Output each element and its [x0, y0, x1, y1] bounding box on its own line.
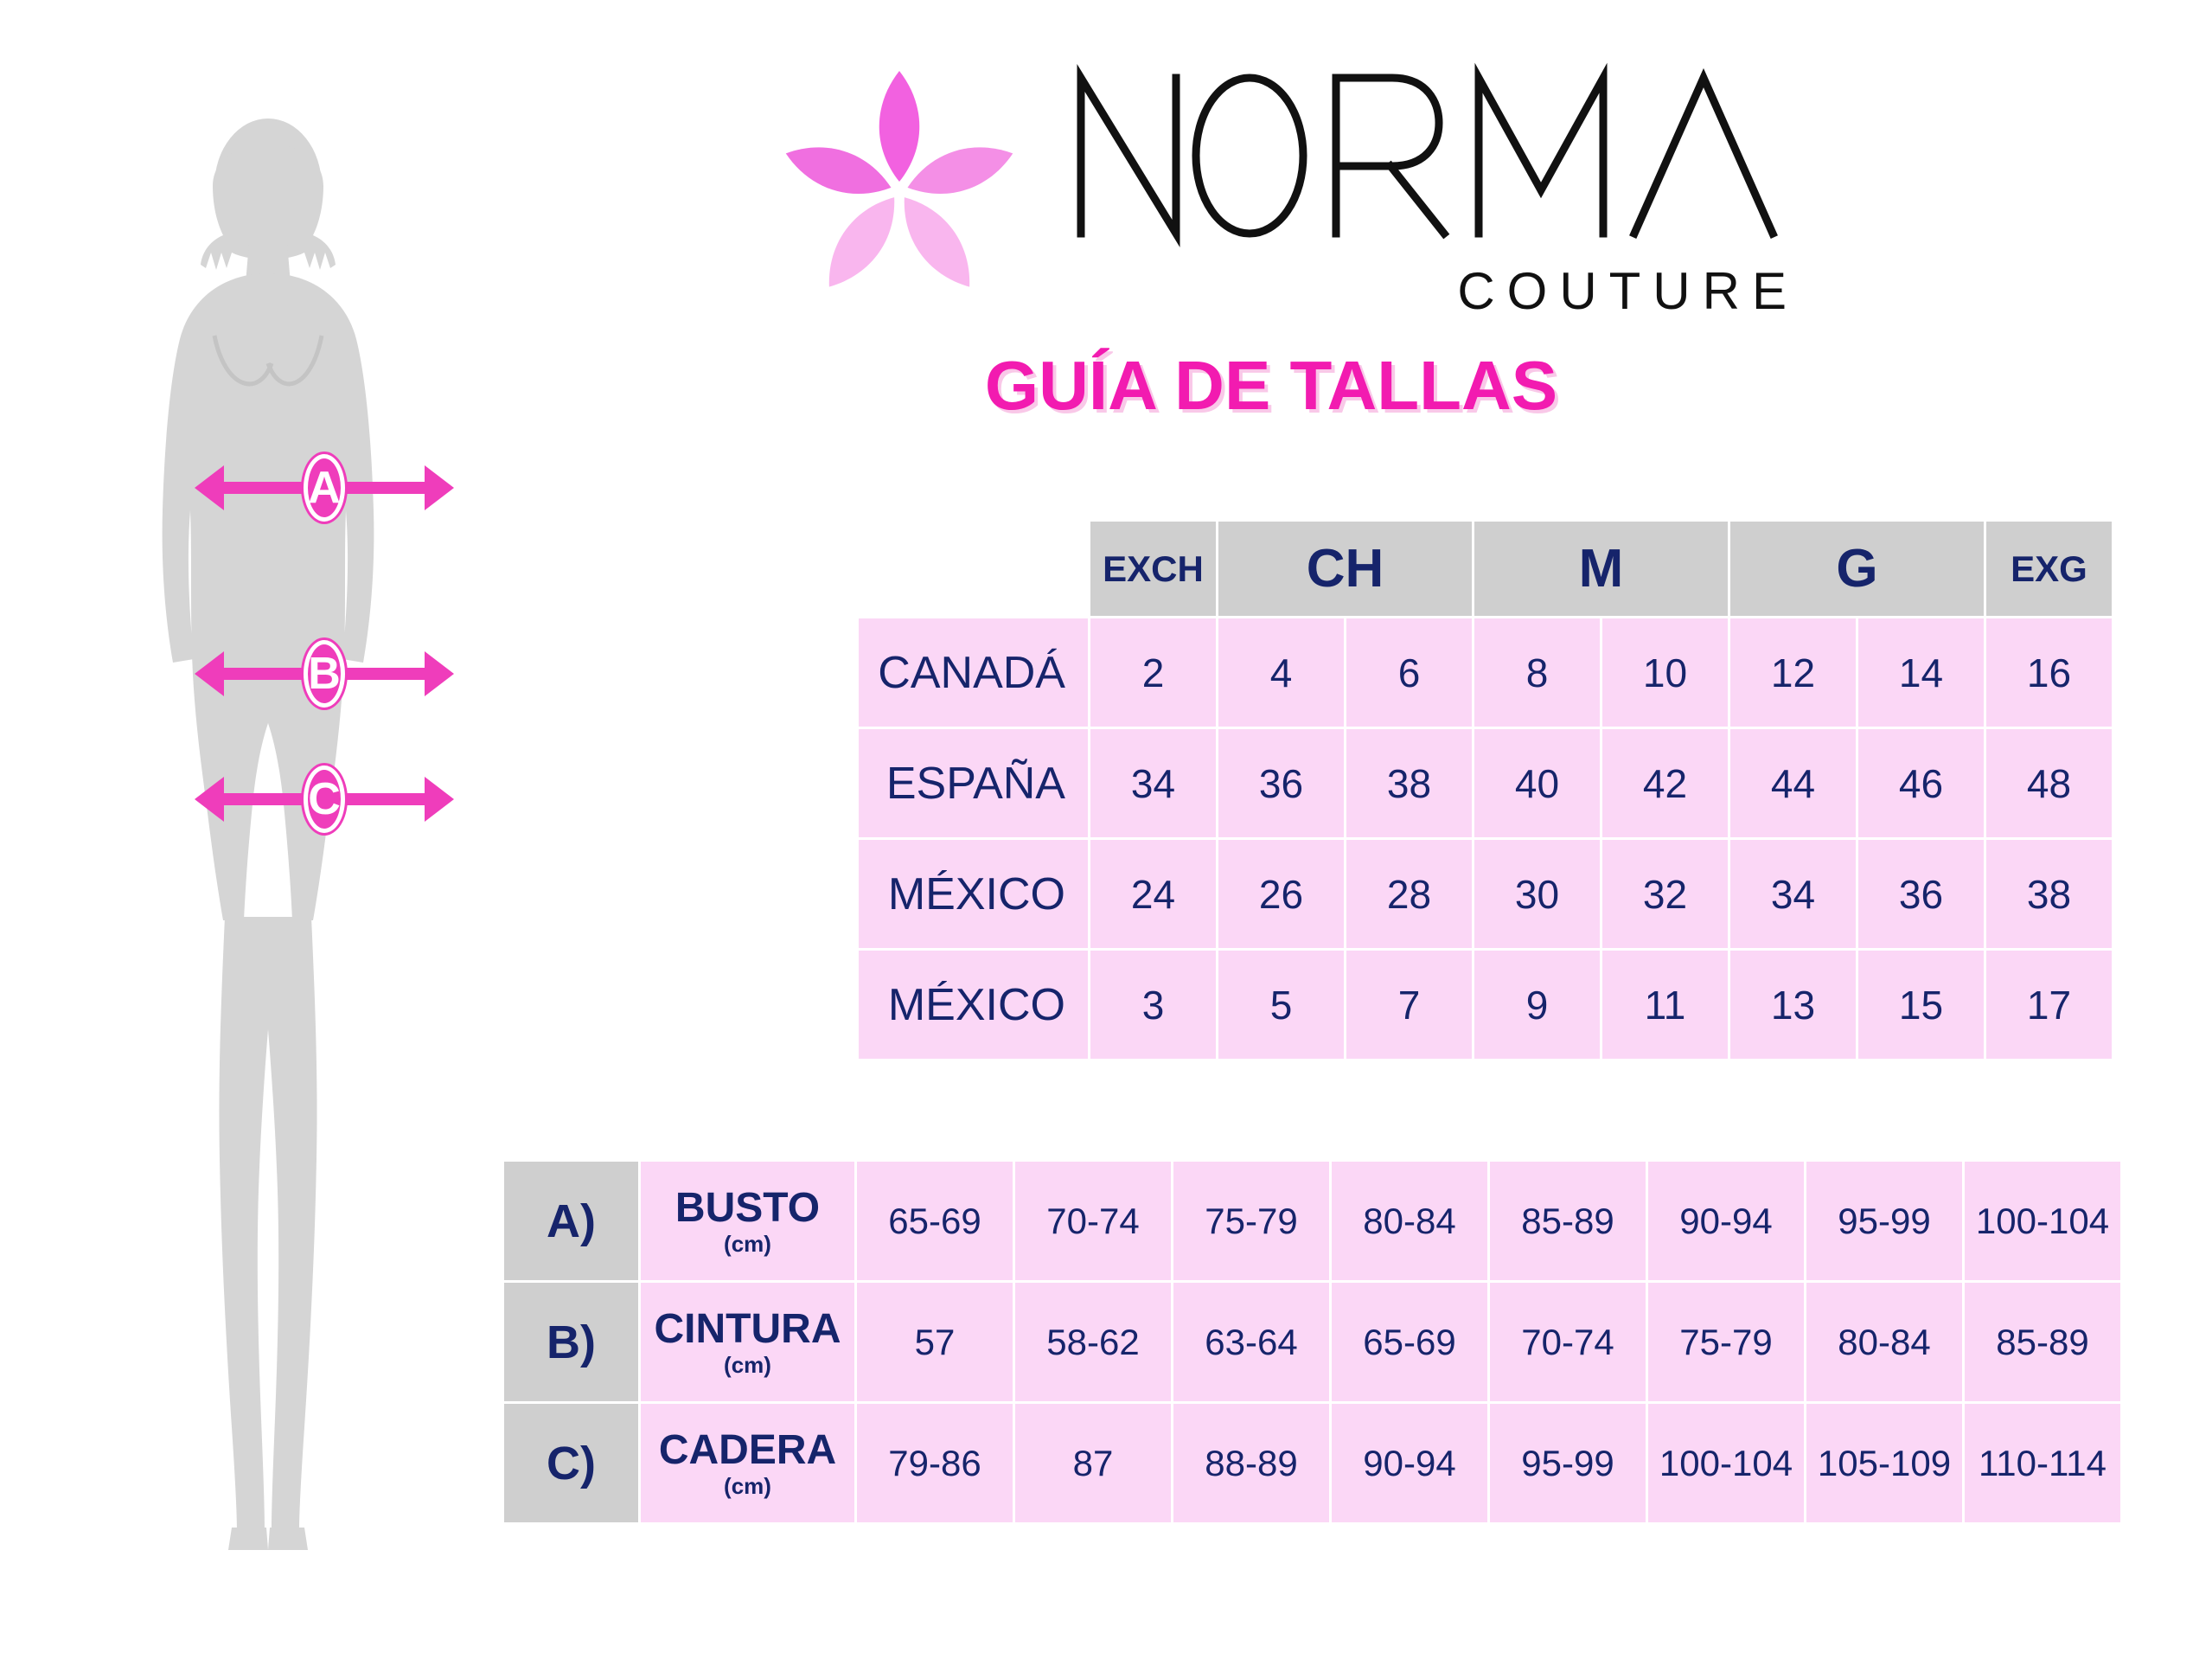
measure-label: BUSTO: [674, 1184, 821, 1231]
measure-unit: (cm): [724, 1472, 771, 1499]
header-spacer: [858, 521, 1090, 618]
cell-cintura-7: 85-89: [1964, 1282, 2122, 1403]
measure-key-a: A): [503, 1161, 640, 1282]
table-row: [503, 1403, 2122, 1524]
waist-measure-marker: [195, 640, 454, 708]
table-row: [858, 728, 2113, 839]
cell-busto-5: 90-94: [1647, 1161, 1806, 1282]
cell-cintura-4: 70-74: [1489, 1282, 1647, 1403]
arrow-line: [345, 668, 425, 680]
table-row: [858, 618, 2113, 728]
measure-badge-a: A: [304, 454, 345, 522]
table-row: [503, 1282, 2122, 1403]
cell-mexico2-2: 7: [1346, 950, 1474, 1060]
body-figure-panel: [0, 0, 536, 1659]
cell-busto-1: 70-74: [1014, 1161, 1173, 1282]
cell-canada-1: 4: [1218, 618, 1346, 728]
cell-cadera-6: 105-109: [1806, 1403, 1964, 1524]
measure-label: CADERA: [658, 1426, 837, 1473]
cell-mexico2-5: 13: [1729, 950, 1857, 1060]
cell-canada-3: 8: [1474, 618, 1601, 728]
measure-badge-b: B: [304, 640, 345, 708]
measure-badge-c: C: [304, 765, 345, 833]
row-label-canada: CANADÁ: [858, 618, 1090, 728]
measure-name-cadera: [640, 1403, 856, 1524]
cell-cadera-3: 90-94: [1331, 1403, 1489, 1524]
cell-cintura-1: 58-62: [1014, 1282, 1173, 1403]
cell-espana-3: 40: [1474, 728, 1601, 839]
cell-espana-4: 42: [1601, 728, 1729, 839]
arrow-right-icon: [425, 465, 454, 510]
cell-cintura-2: 63-64: [1173, 1282, 1331, 1403]
cell-espana-2: 38: [1346, 728, 1474, 839]
brand-wordmark: [1064, 52, 1799, 259]
row-label-mexico-1: MÉXICO: [858, 839, 1090, 950]
cell-cadera-1: 87: [1014, 1403, 1173, 1524]
cell-mexico2-1: 5: [1218, 950, 1346, 1060]
cell-cintura-0: 57: [856, 1282, 1014, 1403]
cell-mexico1-5: 34: [1729, 839, 1857, 950]
cell-cintura-5: 75-79: [1647, 1282, 1806, 1403]
cell-espana-7: 48: [1985, 728, 2113, 839]
arrow-line: [224, 668, 304, 680]
arrow-left-icon: [195, 777, 224, 822]
cell-cadera-4: 95-99: [1489, 1403, 1647, 1524]
cell-mexico2-4: 11: [1601, 950, 1729, 1060]
measure-key-b: B): [503, 1282, 640, 1403]
cell-cintura-3: 65-69: [1331, 1282, 1489, 1403]
arrow-line: [224, 793, 304, 805]
cell-cintura-6: 80-84: [1806, 1282, 1964, 1403]
cell-cadera-7: 110-114: [1964, 1403, 2122, 1524]
cell-canada-6: 14: [1857, 618, 1985, 728]
measure-label: CINTURA: [654, 1305, 841, 1352]
cell-espana-0: 34: [1090, 728, 1218, 839]
cell-espana-6: 46: [1857, 728, 1985, 839]
cell-espana-5: 44: [1729, 728, 1857, 839]
measure-unit: (cm): [724, 1230, 771, 1257]
arrow-line: [224, 482, 304, 494]
cell-mexico2-6: 15: [1857, 950, 1985, 1060]
cell-mexico1-3: 30: [1474, 839, 1601, 950]
cell-cadera-5: 100-104: [1647, 1403, 1806, 1524]
table-row: [503, 1161, 2122, 1282]
brand-logo: [778, 35, 1859, 320]
header-exch: EXCH: [1090, 521, 1218, 618]
row-label-mexico-2: MÉXICO: [858, 950, 1090, 1060]
hip-measure-marker: [195, 765, 454, 833]
size-conversion-table: [856, 519, 2114, 1061]
cell-mexico2-3: 9: [1474, 950, 1601, 1060]
header-m: M: [1474, 521, 1729, 618]
arrow-right-icon: [425, 777, 454, 822]
cell-mexico2-7: 17: [1985, 950, 2113, 1060]
table-header-row: [858, 521, 2113, 618]
measure-name-cintura: [640, 1282, 856, 1403]
cell-busto-3: 80-84: [1331, 1161, 1489, 1282]
cell-canada-4: 10: [1601, 618, 1729, 728]
cell-cadera-0: 79-86: [856, 1403, 1014, 1524]
cell-canada-5: 12: [1729, 618, 1857, 728]
cell-busto-0: 65-69: [856, 1161, 1014, 1282]
cell-mexico2-0: 3: [1090, 950, 1218, 1060]
cell-busto-2: 75-79: [1173, 1161, 1331, 1282]
flower-icon: [778, 61, 1020, 303]
arrow-left-icon: [195, 651, 224, 696]
arrow-right-icon: [425, 651, 454, 696]
cell-mexico1-1: 26: [1218, 839, 1346, 950]
measure-key-c: C): [503, 1403, 640, 1524]
header-exg: EXG: [1985, 521, 2113, 618]
cell-busto-4: 85-89: [1489, 1161, 1647, 1282]
table-row: [858, 950, 2113, 1060]
cell-mexico1-2: 28: [1346, 839, 1474, 950]
arrow-line: [345, 793, 425, 805]
cell-mexico1-7: 38: [1985, 839, 2113, 950]
bust-measure-marker: [195, 454, 454, 522]
cell-canada-7: 16: [1985, 618, 2113, 728]
female-body-silhouette-icon: [86, 104, 450, 1574]
body-measurements-table: [502, 1159, 2123, 1525]
cell-busto-6: 95-99: [1806, 1161, 1964, 1282]
cell-mexico1-4: 32: [1601, 839, 1729, 950]
table-row: [858, 839, 2113, 950]
cell-canada-2: 6: [1346, 618, 1474, 728]
cell-mexico1-6: 36: [1857, 839, 1985, 950]
measure-unit: (cm): [724, 1351, 771, 1378]
header-g: G: [1729, 521, 1985, 618]
arrow-left-icon: [195, 465, 224, 510]
cell-espana-1: 36: [1218, 728, 1346, 839]
cell-mexico1-0: 24: [1090, 839, 1218, 950]
cell-cadera-2: 88-89: [1173, 1403, 1331, 1524]
measure-name-busto: [640, 1161, 856, 1282]
arrow-line: [345, 482, 425, 494]
cell-canada-0: 2: [1090, 618, 1218, 728]
brand-subtitle: COUTURE: [1457, 262, 1799, 320]
page-title: GUÍA DE TALLAS: [984, 347, 1558, 424]
header-ch: CH: [1218, 521, 1474, 618]
cell-busto-7: 100-104: [1964, 1161, 2122, 1282]
row-label-espana: ESPAÑA: [858, 728, 1090, 839]
